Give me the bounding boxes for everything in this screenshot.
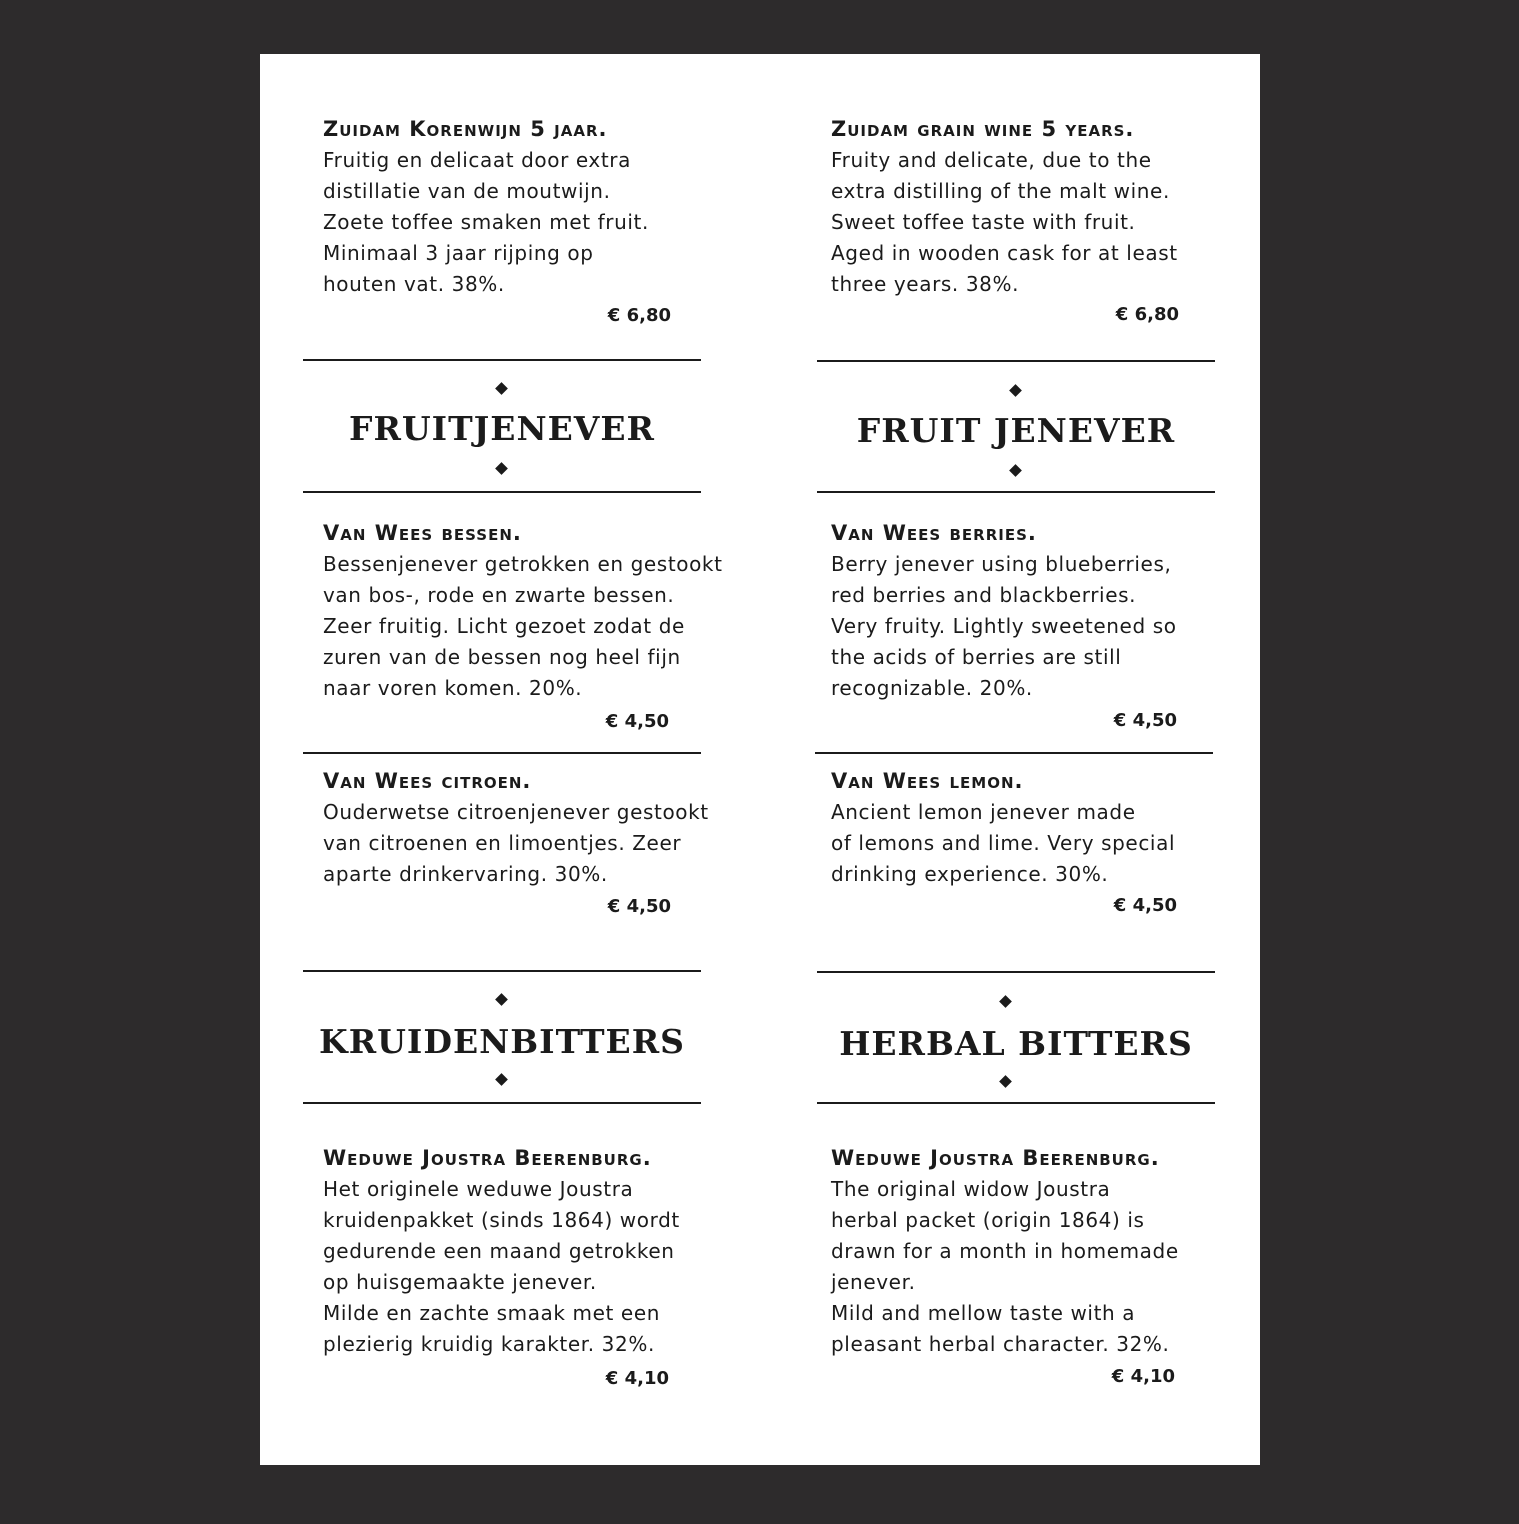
item-price-zuidam-korenwijn: € 6,80 bbox=[607, 305, 671, 326]
item-title-van-wees-bessen: Van Wees bessen. bbox=[323, 521, 522, 545]
item-description-zuidam-grain-wine: Fruity and delicate, due to the extra distilling of the malt wine. Sweet toffee taste with fruit. Aged in wooden cask for at least three years. 38%. bbox=[831, 148, 1178, 296]
section-divider-top bbox=[303, 970, 701, 972]
item-description-weduwe-joustra-en: The original widow Joustra herbal packet (origin 1864) is drawn for a month in homemade jenever. Mild and mellow taste with a pleasant herbal character. 32%. bbox=[831, 1177, 1179, 1356]
item-price-van-wees-bessen: € 4,50 bbox=[605, 711, 669, 732]
item-price-van-wees-citroen: € 4,50 bbox=[607, 896, 671, 917]
section-divider-top bbox=[817, 360, 1215, 362]
item-price-zuidam-grain-wine: € 6,80 bbox=[1115, 304, 1179, 325]
item-description-van-wees-citroen: Ouderwetse citroenjenever gestookt van citroenen en limoentjes. Zeer aparte drinkervaring. 30%. bbox=[323, 800, 709, 886]
diamond-ornament bbox=[1009, 464, 1022, 477]
item-divider bbox=[303, 752, 701, 754]
section-divider-bottom bbox=[817, 491, 1215, 493]
diamond-ornament bbox=[495, 382, 508, 395]
section-heading-kruidenbitters: KRUIDENBITTERS bbox=[319, 1022, 685, 1061]
item-description-zuidam-korenwijn: Fruitig en delicaat door extra distillatie van de moutwijn. Zoete toffee smaken met fruit. Minimaal 3 jaar rijping op houten vat. 38%. bbox=[323, 148, 649, 296]
item-price-weduwe-joustra: € 4,10 bbox=[605, 1368, 669, 1389]
item-divider bbox=[815, 752, 1213, 754]
menu-page bbox=[260, 54, 1260, 1465]
item-title-zuidam-grain-wine: Zuidam grain wine 5 years. bbox=[831, 117, 1135, 141]
item-title-van-wees-berries: Van Wees berries. bbox=[831, 521, 1037, 545]
section-divider-top bbox=[303, 359, 701, 361]
section-heading-herbal-bitters: HERBAL BITTERS bbox=[839, 1024, 1193, 1063]
item-price-weduwe-joustra-en: € 4,10 bbox=[1111, 1366, 1175, 1387]
item-title-van-wees-lemon: Van Wees lemon. bbox=[831, 769, 1024, 793]
item-title-van-wees-citroen: Van Wees citroen. bbox=[323, 769, 532, 793]
item-price-van-wees-berries: € 4,50 bbox=[1113, 710, 1177, 731]
item-description-van-wees-berries: Berry jenever using blueberries, red berries and blackberries. Very fruity. Lightly sweetened so the acids of berries are still recognizable. 20%. bbox=[831, 552, 1177, 700]
diamond-ornament bbox=[495, 462, 508, 475]
diamond-ornament bbox=[495, 1073, 508, 1086]
diamond-ornament bbox=[1009, 384, 1022, 397]
item-title-weduwe-joustra: Weduwe Joustra Beerenburg. bbox=[323, 1146, 652, 1170]
section-divider-bottom bbox=[303, 491, 701, 493]
section-heading-fruit-jenever: FRUIT JENEVER bbox=[856, 411, 1176, 450]
item-title-weduwe-joustra-en: Weduwe Joustra Beerenburg. bbox=[831, 1146, 1160, 1170]
diamond-ornament bbox=[999, 995, 1012, 1008]
item-title-zuidam-korenwijn: Zuidam Korenwijn 5 jaar. bbox=[323, 117, 608, 141]
diamond-ornament bbox=[495, 993, 508, 1006]
section-divider-bottom bbox=[817, 1102, 1215, 1104]
item-description-van-wees-lemon: Ancient lemon jenever made of lemons and lime. Very special drinking experience. 30%. bbox=[831, 800, 1176, 886]
section-divider-top bbox=[817, 971, 1215, 973]
item-price-van-wees-lemon: € 4,50 bbox=[1113, 895, 1177, 916]
section-heading-fruitjenever: FRUITJENEVER bbox=[349, 409, 655, 448]
item-description-van-wees-bessen: Bessenjenever getrokken en gestookt van bos-, rode en zwarte bessen. Zeer fruitig. Licht gezoet zodat de zuren van de bessen nog heel fijn naar voren komen. 20%. bbox=[323, 552, 723, 700]
diamond-ornament bbox=[999, 1075, 1012, 1088]
section-divider-bottom bbox=[303, 1102, 701, 1104]
item-description-weduwe-joustra: Het originele weduwe Joustra kruidenpakket (sinds 1864) wordt gedurende een maand getrokken op huisgemaakte jenever. Milde en zachte smaak met een plezierig kruidig karakter. 32%. bbox=[323, 1177, 680, 1356]
